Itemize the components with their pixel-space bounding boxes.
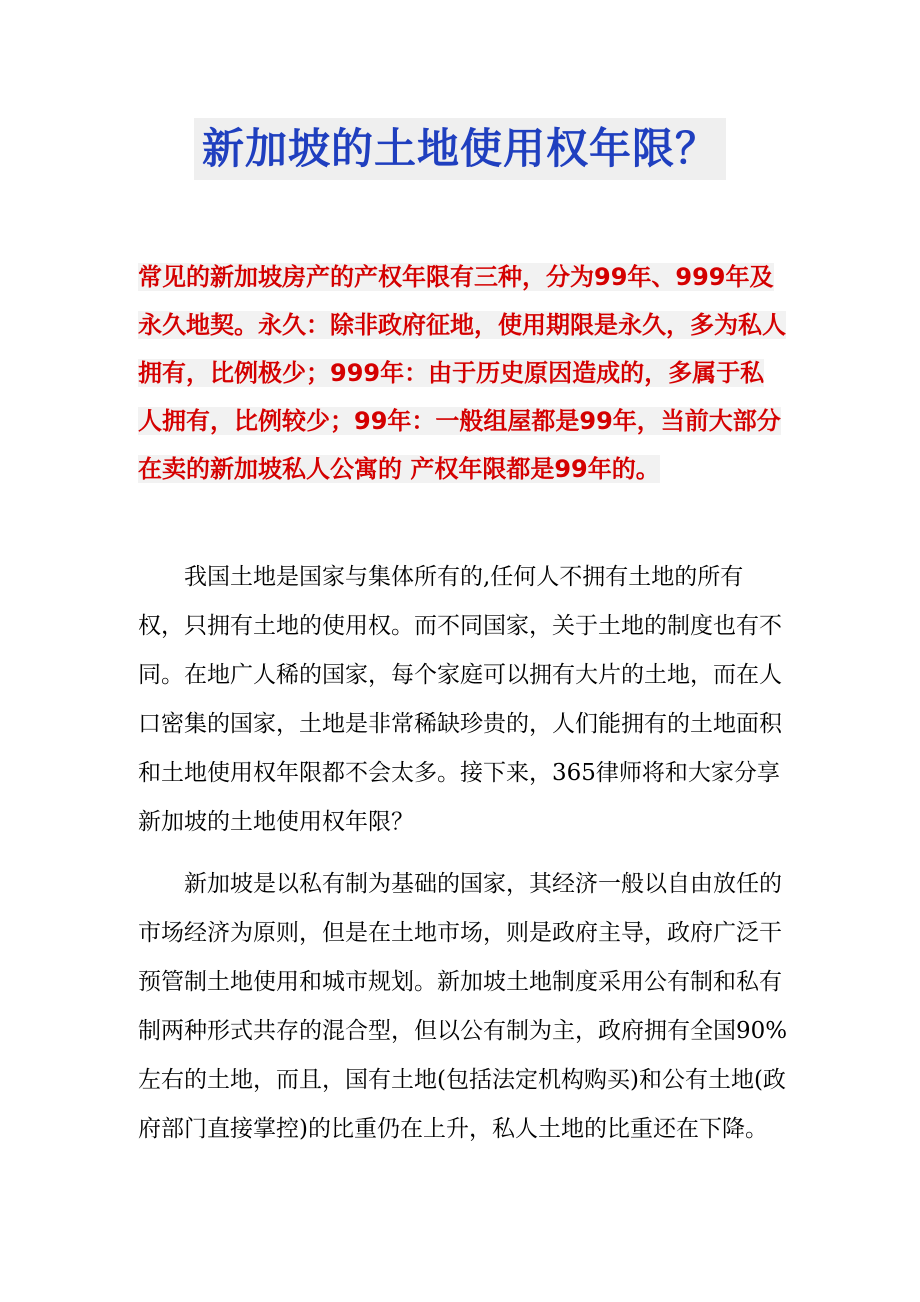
body-paragraph-2: 新加坡是以私有制为基础的国家，其经济一般以自由放任的市场经济为原则，但是在土地市场，则是政府主导，政府广泛干预管制土地使用和城市规划。新加坡土地制度采用公有制和私有制两种形式共存的混合型，但以公有制为主，政府拥有全国90%左右的土地，而且，国有土地(包括法定机构购买)和公有土地(政府部门直接掌控)的比重仍在上升，私人土地的比重还在下降。 bbox=[138, 871, 788, 1142]
body-paragraph-1: 我国土地是国家与集体所有的,任何人不拥有土地的所有权，只拥有土地的使用权。而不同国家，关于土地的制度也有不同。在地广人稀的国家，每个家庭可以拥有大片的土地，而在人口密集的国家，土地是非常稀缺珍贵的，人们能拥有的土地面积和土地使用权年限都不会太多。接下来，365律师将和大家分享新加坡的土地使用权年限？ bbox=[138, 564, 782, 835]
title-container bbox=[0, 118, 920, 180]
summary-block bbox=[138, 253, 788, 493]
page-title: 新加坡的土地使用权年限？ bbox=[194, 118, 726, 180]
summary-text: 常见的新加坡房产的产权年限有三种，分为99年、999年及永久地契。永久：除非政府征地，使用期限是永久，多为私人拥有，比例极少；999年：由于历史原因造成的，多属于私人拥有，比例较少；99年：一般组屋都是99年，当前大部分在卖的新加坡私人公寓的 产权年限都是99年的。 bbox=[138, 263, 786, 483]
